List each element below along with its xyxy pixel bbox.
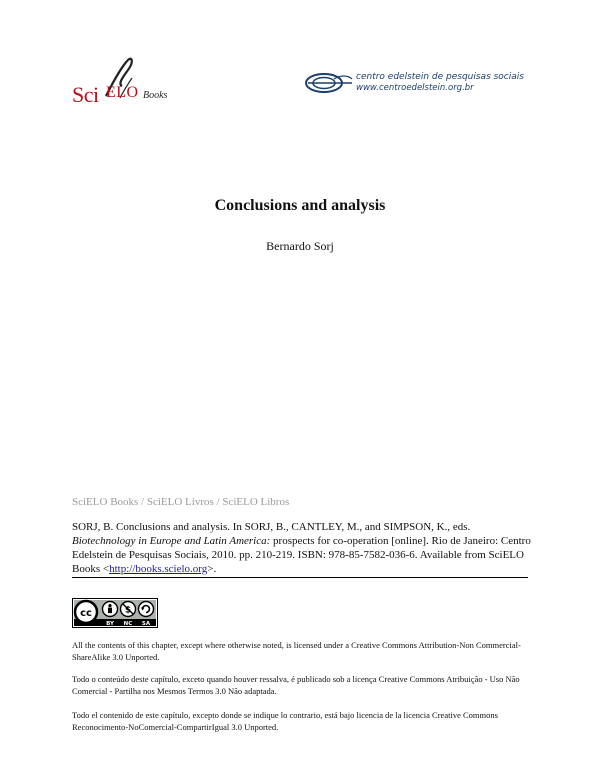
citation-part1: SORJ, B. Conclusions and analysis. In SORJ, B., CANTLEY, M., and SIMPSON, K., eds. xyxy=(72,521,471,533)
centro-edelstein-logo xyxy=(304,71,524,97)
scielo-logo-sci: Sci xyxy=(72,82,99,107)
divider xyxy=(72,577,528,578)
citation xyxy=(72,520,532,576)
citation-part3: >. xyxy=(207,563,217,575)
series-line: SciELO Books / SciELO Livros / SciELO Libros xyxy=(72,496,290,508)
chapter-title: Conclusions and analysis xyxy=(214,197,386,214)
scielo-books-logo xyxy=(68,56,178,106)
license-spanish: Todo el contenido de este capítulo, excepto donde se indique lo contrario, está bajo licencia de la licencia Creative Commons Reconocimento-NoComercial-CompartirIgual 3.0 Unported. xyxy=(72,710,498,732)
edelstein-emblem-icon xyxy=(304,71,354,97)
license-portuguese: Todo o conteúdo deste capítulo, exceto quando houver ressalva, é publicado sob a licença Creative Commons Atribuição - Uso Não Comercial - Partilha nos Mesmos Termos 3.0 Não adaptada. xyxy=(72,674,520,696)
scielo-logo-elo: ELO xyxy=(106,84,139,101)
citation-part2: prospects for co-operation [online]. Rio de Janeiro: Centro Edelstein de Pesquisas Sociais, 2010. pp. 210-219. ISBN: 978-85-7582-036-6. Available from SciELO Books < xyxy=(72,535,531,575)
chapter-author: Bernardo Sorj xyxy=(266,239,334,253)
scielo-logo-books: Books xyxy=(143,90,168,101)
edelstein-url: www.centroedelstein.org.br xyxy=(356,83,474,93)
svg-text:$: $ xyxy=(124,605,132,616)
license-english: All the contents of this chapter, except where otherwise noted, is licensed under a Creative Commons Attribution-Non Commercial-ShareAlike 3.0 Unported. xyxy=(72,640,521,662)
cc-by-nc-sa-icon xyxy=(72,598,158,628)
creative-commons-badge[interactable] xyxy=(72,598,158,628)
citation-book-title: Biotechnology in Europe and Latin America: xyxy=(72,535,271,547)
cc-label: cc xyxy=(80,608,92,619)
cc-sa-label: SA xyxy=(141,621,151,627)
edelstein-name: centro edelstein de pesquisas sociais xyxy=(356,72,524,82)
citation-link[interactable]: http://books.scielo.org xyxy=(109,563,208,575)
cc-nc-label: NC xyxy=(123,621,133,627)
cc-by-label: BY xyxy=(106,621,114,627)
